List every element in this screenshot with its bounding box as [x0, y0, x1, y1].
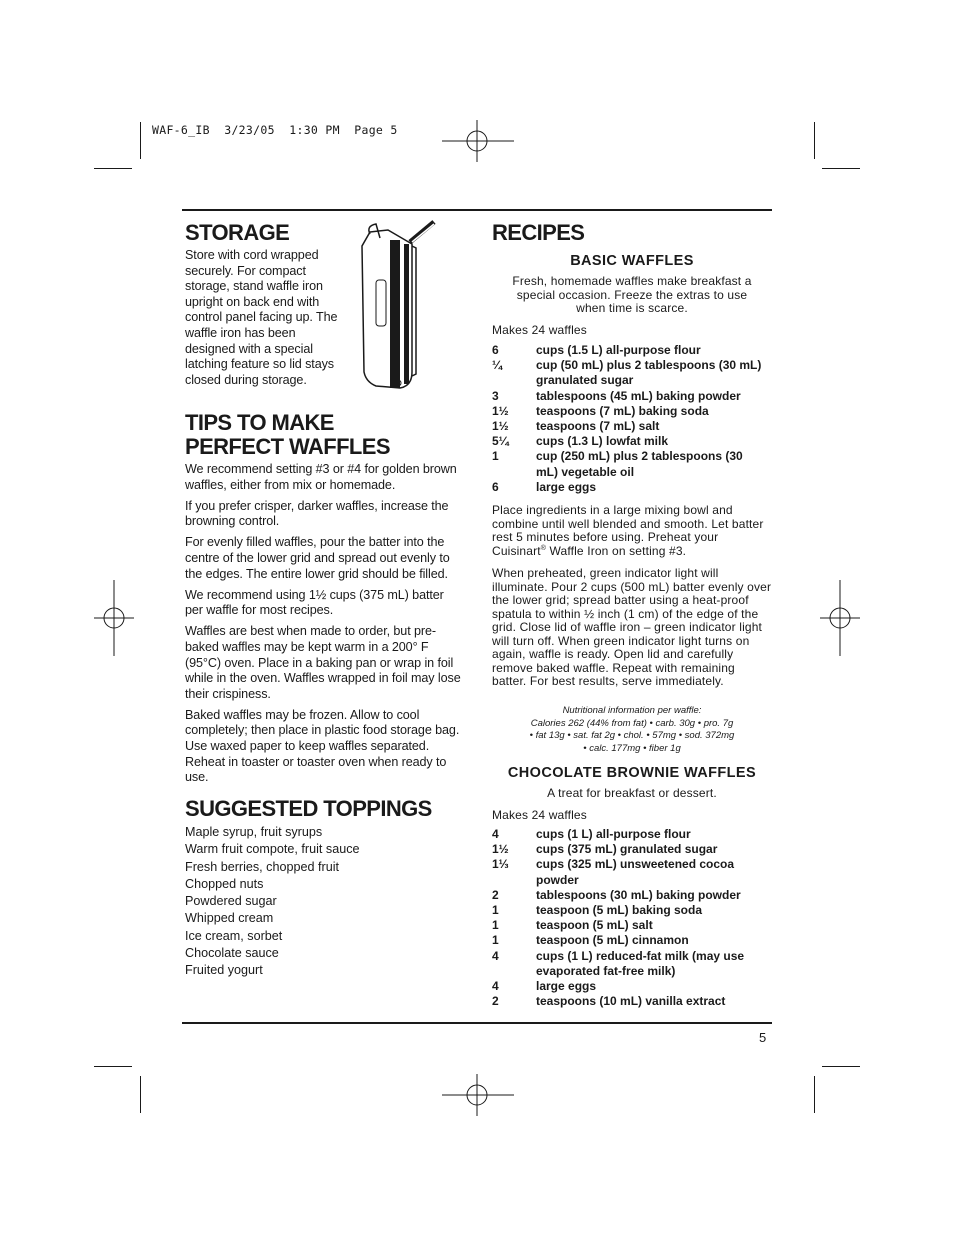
crop-mark	[822, 168, 860, 169]
ingredient-desc: teaspoons (10 mL) vanilla extract	[536, 994, 726, 1009]
ingredient-qty: 2	[492, 994, 499, 1009]
registration-mark-icon	[440, 120, 516, 164]
tip-paragraph: For evenly filled waffles, pour the batter into the centre of the lower grid and spread out evenly to the edges. The entire lower grid should be filled.	[185, 535, 450, 581]
basic-waffles-yield: Makes 24 waffles	[492, 323, 587, 337]
storage-text: Store with cord wrapped securely. For compact storage, stand waffle iron upright on back end with control panel facing up. The waffle iron has been designed with a special latching feature so lid stays closed during storage.	[185, 248, 338, 387]
ingredient-desc: cups (1 L) reduced-fat milk (may use evaporated fat-free milk)	[536, 948, 745, 978]
tips-heading	[185, 411, 390, 459]
tip-paragraph: Waffles are best when made to order, but pre-baked waffles may be kept warm in a 200° F (95°C) oven. Place in a baking pan or wrap in foil while in the oven. Waffles wrapped in foil may lose their crispiness.	[185, 624, 461, 701]
ingredient-desc: large eggs	[536, 979, 597, 994]
basic-ingredients-list	[492, 343, 762, 495]
crop-mark	[814, 1076, 815, 1113]
ingredient-qty: 1½	[492, 842, 509, 857]
tip-paragraph: Baked waffles may be frozen. Allow to cool completely; then place in plastic food storage bag. Use waxed paper to keep waffles separated. Reheat in toaster or toaster oven when ready to use.	[185, 707, 460, 785]
toppings-list	[185, 824, 360, 980]
basic-method-step1	[492, 504, 772, 558]
ingredient-row	[492, 434, 762, 449]
registered-mark: ®	[540, 544, 547, 552]
basic-waffles-intro: Fresh, homemade waffles make breakfast a special occasion. Freeze the extras to use when time is scarce.	[512, 274, 752, 315]
ingredient-qty: ¼	[492, 358, 503, 373]
ingredient-desc: teaspoon (5 mL) baking soda	[536, 903, 703, 918]
ingredient-qty: 1⅓	[492, 857, 509, 872]
bottom-rule	[182, 1022, 772, 1024]
tip-paragraph: If you prefer crisper, darker waffles, increase the browning control.	[185, 498, 449, 529]
registration-mark-icon	[92, 578, 136, 658]
nutrition-line: • calc. 177mg • fiber 1g	[583, 742, 681, 754]
ingredient-qty: 1	[492, 903, 499, 918]
ingredient-qty: 3	[492, 388, 499, 403]
ingredient-row	[492, 949, 762, 979]
ingredient-qty: 2	[492, 887, 499, 902]
topping-item: Chopped nuts	[185, 876, 264, 891]
ingredient-desc: cups (1.5 L) all-purpose flour	[536, 343, 701, 357]
print-slug: WAF-6_IB 3/23/05 1:30 PM Page 5	[152, 123, 398, 137]
ingredient-desc: cups (375 mL) granulated sugar	[536, 842, 718, 857]
topping-item: Maple syrup, fruit syrups	[185, 825, 323, 839]
ingredient-qty: 1	[492, 933, 499, 948]
ingredient-row	[492, 827, 762, 842]
basic-waffles-title: BASIC WAFFLES	[570, 253, 694, 269]
nutrition-line: • fat 13g • sat. fat 2g • chol. • 57mg • sod. 372mg	[529, 730, 735, 741]
ingredient-desc: teaspoon (5 mL) salt	[536, 918, 653, 933]
method-text: Place ingredients in a large mixing bowl and combine until well blended and smooth. Let batter rest 5 minutes before using. Preheat your Cuisinart	[492, 503, 764, 558]
ingredient-qty: 4	[492, 827, 499, 841]
tips-text	[185, 462, 465, 791]
ingredient-desc: cups (325 mL) unsweetened cocoa powder	[536, 857, 735, 887]
crop-mark	[140, 1076, 141, 1113]
ingredient-row	[492, 857, 762, 887]
nutrition-line: Nutritional information per waffle:	[562, 705, 702, 716]
tips-heading-line1: TIPS TO MAKE	[185, 410, 334, 435]
topping-item: Powdered sugar	[185, 894, 277, 909]
basic-method-step2: When preheated, green indicator light will illuminate. Pour 2 cups (500 mL) batter evenly over the lower grid; spread batter using a heat-proof spatula to within ½ inch (1 cm) of the edge of the grid. Close lid of waffle iron – green indicator light will turn off. When green indicator light turns on again, waffle is ready. Open lid and carefully remove baked waffle. Repeat with remaining batter. For best results, serve immediately.	[492, 566, 772, 688]
ingredient-qty: 1½	[492, 403, 509, 418]
ingredient-qty: 1½	[492, 419, 509, 434]
ingredient-row	[492, 918, 762, 933]
ingredient-row	[492, 994, 762, 1009]
ingredient-desc: teaspoons (7 mL) salt	[536, 419, 660, 434]
brownie-waffles-title: CHOCOLATE BROWNIE WAFFLES	[507, 765, 757, 781]
topping-item: Ice cream, sorbet	[185, 928, 283, 943]
ingredient-desc: tablespoons (45 mL) baking powder	[536, 388, 741, 403]
brownie-waffles-intro: A treat for breakfast or dessert.	[547, 786, 717, 800]
recipes-heading: RECIPES	[492, 220, 585, 245]
ingredient-desc: teaspoons (7 mL) baking soda	[536, 403, 709, 418]
toppings-heading: SUGGESTED TOPPINGS	[185, 796, 432, 821]
registration-mark-icon	[818, 578, 862, 658]
topping-item: Chocolate sauce	[185, 946, 279, 961]
method-text: Waffle Iron on setting #3.	[546, 543, 687, 558]
ingredient-desc: large eggs	[536, 479, 597, 494]
top-rule	[182, 209, 772, 211]
crop-mark	[94, 1066, 132, 1067]
ingredient-qty: 1	[492, 918, 499, 933]
storage-heading: STORAGE	[185, 220, 290, 245]
tip-paragraph: We recommend using 1½ cups (375 mL) batter per waffle for most recipes.	[185, 587, 444, 618]
topping-item: Whipped cream	[185, 911, 274, 926]
ingredient-row	[492, 842, 762, 857]
ingredient-row	[492, 358, 762, 388]
ingredient-row	[492, 389, 762, 404]
ingredient-row	[492, 343, 762, 358]
brownie-waffles-yield: Makes 24 waffles	[492, 808, 587, 822]
nutrition-info	[492, 705, 772, 755]
crop-mark	[822, 1066, 860, 1067]
tip-paragraph: We recommend setting #3 or #4 for golden brown waffles, either from mix or homemade.	[185, 462, 457, 492]
ingredient-row	[492, 404, 762, 419]
crop-mark	[814, 122, 815, 159]
ingredient-qty: 1	[492, 449, 499, 464]
registration-mark-icon	[440, 1074, 516, 1118]
ingredient-qty: 6	[492, 479, 499, 494]
ingredient-row	[492, 903, 762, 918]
ingredient-row	[492, 449, 762, 479]
topping-item: Fruited yogurt	[185, 963, 263, 978]
ingredient-row	[492, 979, 762, 994]
waffle-iron-upright-illustration	[350, 216, 442, 396]
brownie-ingredients-list	[492, 827, 762, 1009]
ingredient-qty: 6	[492, 343, 499, 357]
ingredient-qty: 5¼	[492, 434, 509, 449]
nutrition-line: Calories 262 (44% from fat) • carb. 30g • pro. 7g	[530, 717, 734, 729]
ingredient-row	[492, 480, 762, 495]
topping-item: Warm fruit compote, fruit sauce	[185, 842, 360, 857]
topping-item: Fresh berries, chopped fruit	[185, 859, 339, 874]
crop-mark	[94, 168, 132, 169]
ingredient-qty: 4	[492, 948, 499, 963]
ingredient-desc: teaspoon (5 mL) cinnamon	[536, 933, 689, 948]
ingredient-desc: cups (1.3 L) lowfat milk	[536, 434, 669, 449]
page-number: 5	[759, 1030, 767, 1045]
ingredient-row	[492, 933, 762, 948]
tips-heading-line2: PERFECT WAFFLES	[185, 434, 390, 459]
ingredient-desc: cups (1 L) all-purpose flour	[536, 827, 691, 841]
ingredient-desc: cup (250 mL) plus 2 tablespoons (30 mL) vegetable oil	[536, 449, 743, 479]
crop-mark	[140, 122, 141, 159]
ingredient-row	[492, 888, 762, 903]
ingredient-row	[492, 419, 762, 434]
ingredient-desc: cup (50 mL) plus 2 tablespoons (30 mL) granulated sugar	[536, 358, 762, 388]
ingredient-qty: 4	[492, 979, 499, 994]
ingredient-desc: tablespoons (30 mL) baking powder	[536, 887, 741, 902]
